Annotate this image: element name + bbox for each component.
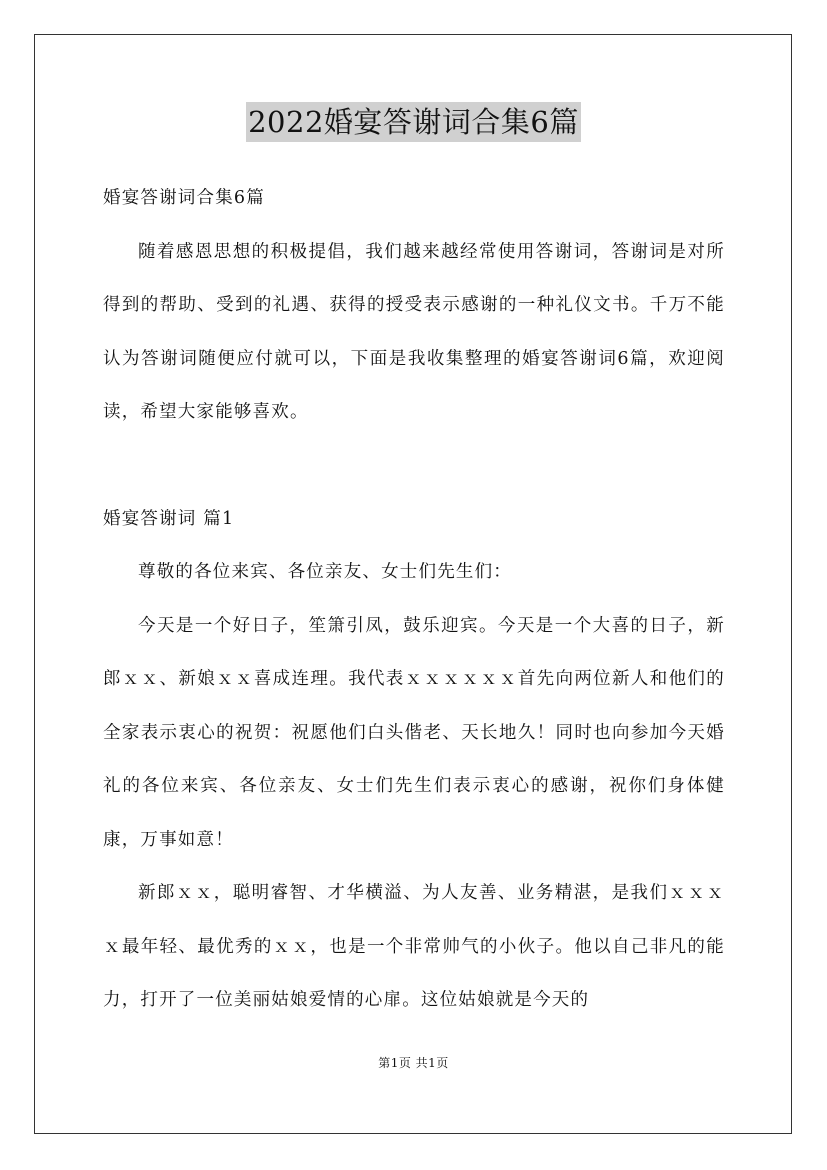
body-paragraph: 尊敬的各位来宾、各位亲友、女士们先生们： (138, 562, 512, 582)
document-body (103, 172, 725, 1028)
page-number-label: 第1页 共1页 (378, 1056, 449, 1070)
intro-paragraph: 随着感恩思想的积极提倡，我们越来越经常使用答谢词，答谢词是对所得到的帮助、受到的礼遇、获得的授受表示感谢的一种礼仪文书。千万不能认为答谢词随便应付就可以，下面是我收集整理的婚宴答谢词6篇，欢迎阅读，希望大家能够喜欢。 (103, 241, 725, 422)
document-title: 2022婚宴答谢词合集6篇 (246, 102, 581, 142)
title-container (0, 102, 827, 142)
body-paragraph: 新郎ｘｘ，聪明睿智、才华横溢、为人友善、业务精湛，是我们ｘｘｘｘ最年轻、最优秀的ｘｘ，也是一个非常帅气的小伙子。他以自己非凡的能力，打开了一位美丽姑娘爱情的心扉。这位姑娘就是今天的 (103, 883, 725, 1010)
page-footer (0, 1054, 827, 1071)
section-heading: 婚宴答谢词 篇1 (103, 508, 235, 529)
document-subtitle: 婚宴答谢词合集6篇 (103, 188, 265, 208)
body-paragraph: 今天是一个好日子，笙箫引凤，鼓乐迎宾。今天是一个大喜的日子，新郎ｘｘ、新娘ｘｘ喜成连理。我代表ｘｘｘｘｘｘ首先向两位新人和他们的全家表示衷心的祝贺：祝愿他们白头偕老、天长地久！同时也向参加今天婚礼的各位来宾、各位亲友、女士们先生们表示衷心的感谢，祝你们身体健康，万事如意！ (103, 615, 725, 850)
